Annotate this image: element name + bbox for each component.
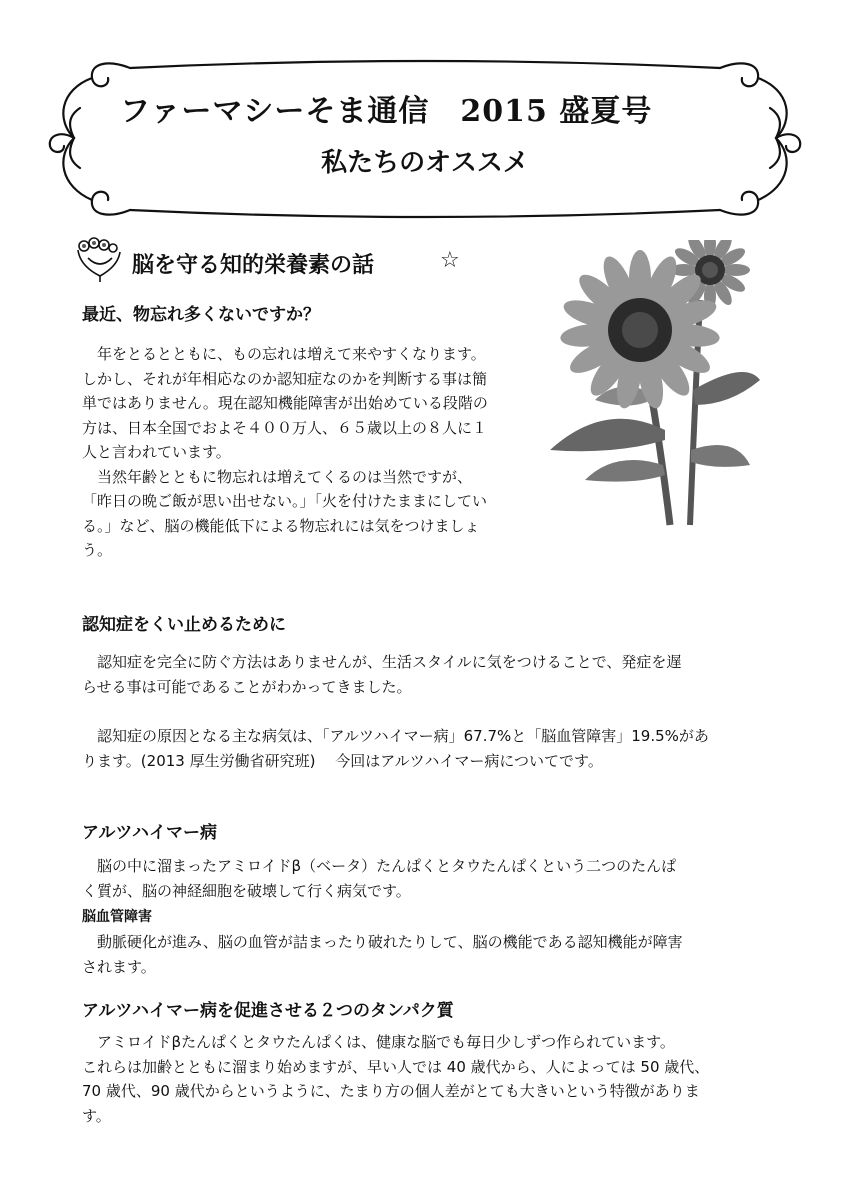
paragraph-two-proteins bbox=[82, 1030, 709, 1128]
text-line: らせる事は可能であることがわかってきました。 bbox=[82, 677, 412, 696]
text-line: 方は、日本全国でおよそ４００万人、６５歳以上の８人に１ bbox=[82, 418, 488, 437]
text-line: されます。 bbox=[82, 957, 156, 976]
text-line: アミロイドβたんぱくとタウたんぱくは、健康な脳でも毎日少しずつ作られています。 bbox=[82, 1033, 675, 1051]
text-line: す。 bbox=[82, 1106, 111, 1125]
text-line: 年をとるとともに、もの忘れは増えて来やすくなります。 bbox=[82, 345, 486, 363]
text-line: る。」など、脳の機能低下による物忘れには気をつけましょ bbox=[82, 516, 480, 535]
star-icon: ☆ bbox=[440, 248, 460, 273]
text-line: 人と言われています。 bbox=[82, 443, 231, 461]
heading-prevent-dementia: 認知症をくい止めるために bbox=[82, 615, 286, 635]
heading-alzheimers: アルツハイマー病 bbox=[82, 823, 217, 843]
sunflower-illustration bbox=[545, 240, 775, 530]
text-line: 脳の中に溜まったアミロイドβ（ベータ）たんぱくとタウたんぱくという二つのたんぱ bbox=[82, 857, 677, 875]
text-line: ります。(2013 厚生労働省研究班) 今回はアルツハイマー病についてです。 bbox=[82, 751, 603, 770]
text-line: 当然年齢とともに物忘れは増えてくるのは当然ですが、 bbox=[82, 467, 473, 486]
text-line: 単ではありません。現在認知機能障害が出始めている段階の bbox=[82, 394, 488, 412]
text-line: う。 bbox=[82, 541, 113, 559]
newsletter-title: ファーマシーそま通信 2015 盛夏号 bbox=[120, 94, 653, 129]
paragraph-prevent-dementia bbox=[82, 650, 681, 699]
section-header bbox=[70, 236, 490, 284]
heading-forgetfulness: 最近、物忘れ多くないですか？ bbox=[82, 305, 320, 325]
text-line: 「昨日の晩ご飯が思い出せない。」「火を付けたままにしてい bbox=[82, 492, 488, 510]
section-title: 脳を守る知的栄養素の話 bbox=[132, 253, 375, 278]
newsletter-subtitle: 私たちのオススメ bbox=[321, 148, 529, 178]
ornamental-title-frame bbox=[40, 50, 810, 230]
text-line: 70 歳代、90 歳代からというように、たまり方の個人差がとても大きいという特徴がありま bbox=[82, 1082, 700, 1100]
flower-bouquet-icon bbox=[70, 236, 132, 284]
paragraph-alzheimers bbox=[82, 854, 676, 903]
text-line: 認知症の原因となる主な病気は、「アルツハイマー病」67.7%と「脳血管障害」19.5%があ bbox=[82, 727, 709, 745]
text-line: しかし、それが年相応なのか認知症なのかを判断する事は簡 bbox=[82, 369, 488, 388]
text-line: 動脈硬化が進み、脳の血管が詰まったり破れたりして、脳の機能である認知機能が障害 bbox=[82, 933, 683, 951]
heading-two-proteins: アルツハイマー病を促進させる２つのタンパク質 bbox=[82, 1001, 454, 1021]
text-line: く質が、脳の神経細胞を破壊して行く病気です。 bbox=[82, 881, 411, 900]
paragraph-forgetfulness bbox=[82, 342, 488, 563]
text-line: 認知症を完全に防ぐ方法はありませんが、生活スタイルに気をつけることで、発症を遅 bbox=[82, 653, 682, 671]
text-line: これらは加齢とともに溜まり始めますが、早い人では 40 歳代から、人によっては 50 歳代、 bbox=[82, 1057, 710, 1076]
subheading-cerebrovascular: 脳血管障害 bbox=[82, 909, 152, 925]
paragraph-causes bbox=[82, 724, 709, 773]
paragraph-cerebrovascular bbox=[82, 930, 683, 979]
